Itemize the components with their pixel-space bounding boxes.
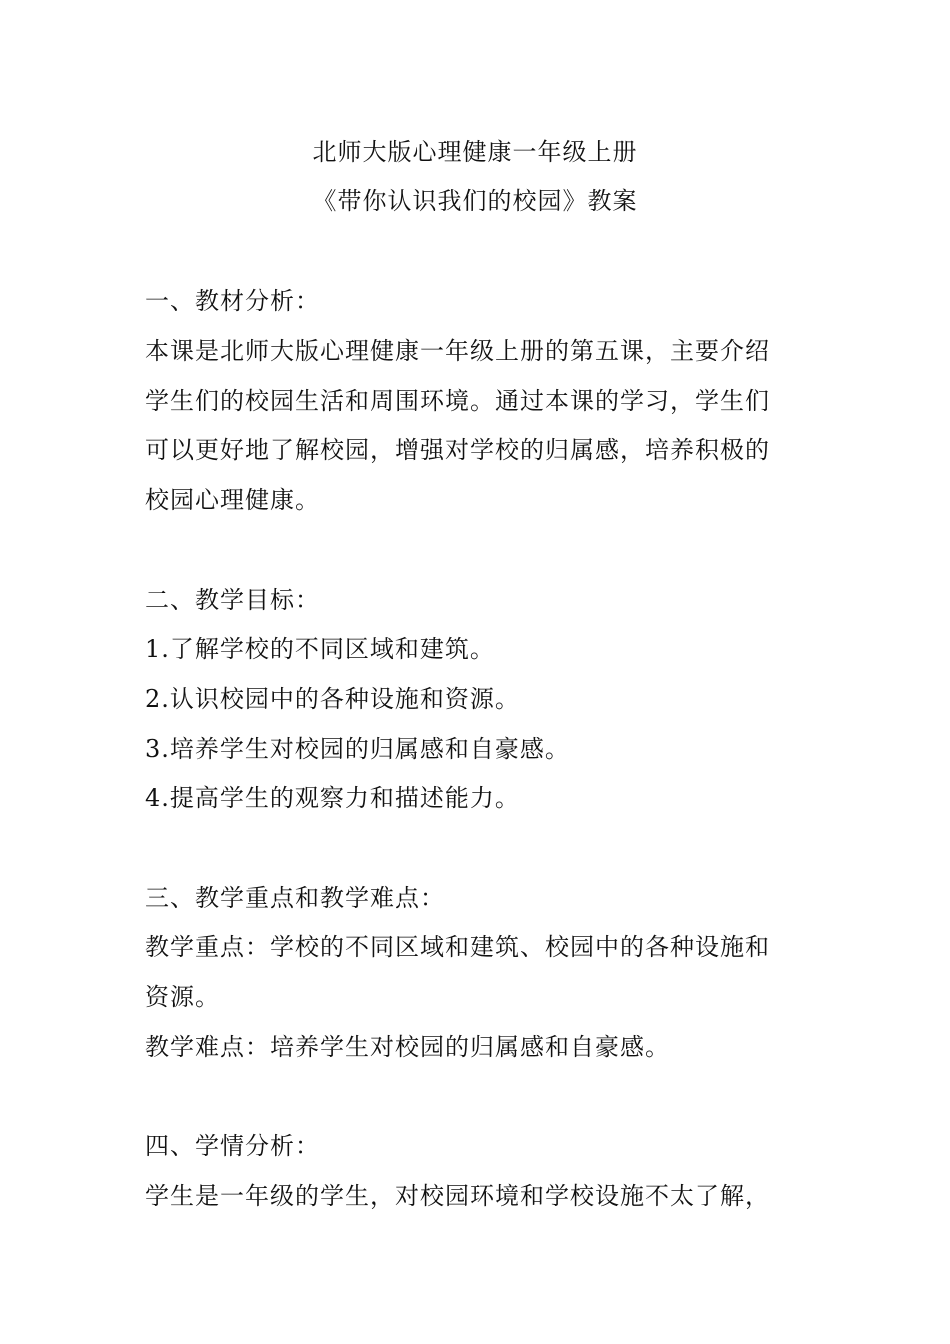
list-item: 3.培养学生对校园的归属感和自豪感。 (145, 735, 570, 763)
list-item: 2.认识校园中的各种设施和资源。 (145, 685, 520, 713)
section-heading-key-points: 三、教学重点和教学难点： (145, 884, 445, 912)
paragraph-line: 学生是一年级的学生，对校园环境和学校设施不太了解， (145, 1182, 770, 1210)
section-heading-teaching-goals: 二、教学目标： (145, 586, 320, 614)
paragraph-line: 教学重点：学校的不同区域和建筑、校园中的各种设施和 (145, 933, 770, 961)
document-title-line-1: 北师大版心理健康一年级上册 (312, 138, 638, 166)
paragraph-line: 本课是北师大版心理健康一年级上册的第五课，主要介绍 (145, 337, 770, 365)
section-heading-textbook-analysis: 一、教材分析： (145, 287, 320, 315)
paragraph-line: 教学难点：培养学生对校园的归属感和自豪感。 (145, 1033, 670, 1061)
document-title-line-2: 《带你认识我们的校园》教案 (312, 187, 638, 215)
section-heading-student-analysis: 四、学情分析： (145, 1132, 320, 1160)
paragraph-line: 资源。 (145, 983, 220, 1011)
paragraph-line: 可以更好地了解校园，增强对学校的归属感，培养积极的 (145, 436, 770, 464)
paragraph-line: 学生们的校园生活和周围环境。通过本课的学习，学生们 (145, 387, 770, 415)
list-item: 1.了解学校的不同区域和建筑。 (145, 635, 495, 663)
list-item: 4.提高学生的观察力和描述能力。 (145, 784, 520, 812)
paragraph-line: 校园心理健康。 (145, 486, 320, 514)
